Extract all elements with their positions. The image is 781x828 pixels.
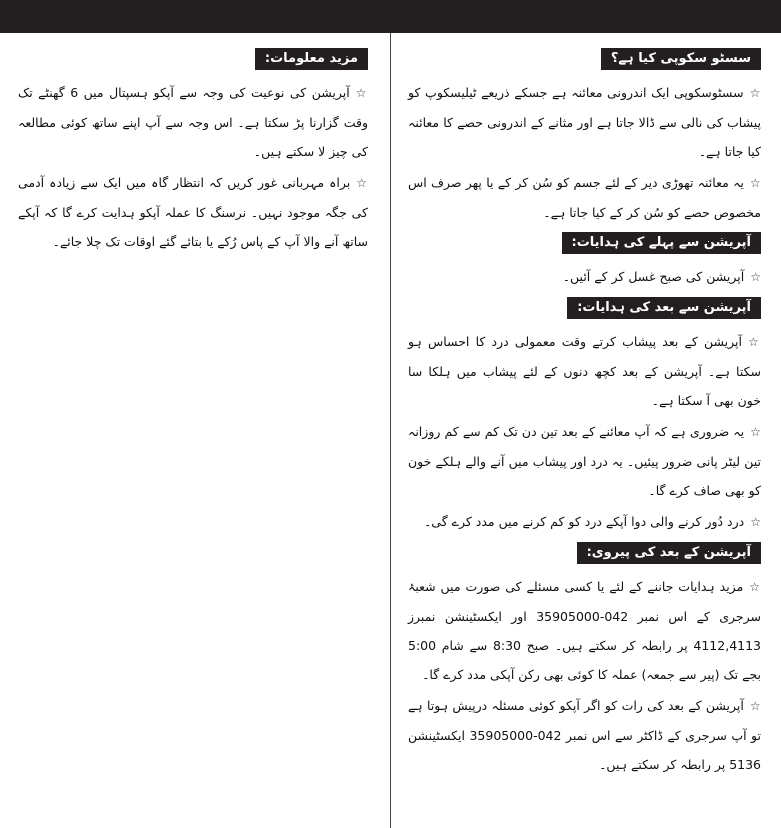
star-bullet-icon: ☆ [749,86,761,100]
section-heading: مزید معلومات: [255,48,368,70]
section-heading: آپریشن سے بعد کی ہدایات: [567,297,761,319]
paragraph: ☆آپریشن کی صبح غسل کر کے آئیں۔ [562,269,761,284]
right-column [390,33,781,828]
paragraph: ☆یہ معائنہ تھوڑی دیر کے لئے جسم کو سُن کر کے یا پھر صرف اس مخصوص حصے کو سُن کر کے کیا جاتا ہے۔ [408,175,761,220]
section-follow-up [408,541,761,779]
star-bullet-icon: ☆ [750,270,761,284]
section-more-information [18,47,368,256]
paragraph: ☆مزید ہدایات جاننے کے لئے یا کسی مسئلے کی صورت میں شعبۂ سرجری کے اس نمبر 042-35905000 اور ایکسٹینشن نمبرز 4112,4113 پر رابطہ کر سکتے ہیں۔ صبح 8:30 سے شام 5:00 بجے تک (پیر سے جمعہ) عملہ کا کوئی بھی رکن آپکی مدد کرے گا۔ [408,579,762,682]
section-pre-op-instructions [408,231,761,292]
paragraph: ☆آپریشن کی نوعیت کی وجہ سے آپکو ہسپتال میں 6 گھنٹے تک وقت گزارنا پڑ سکتا ہے۔ اس وجہ سے آپ اپنے ساتھ کوئی مطالعہ کی چیز لا سکتے ہیں۔ [18,85,368,159]
star-bullet-icon: ☆ [749,580,761,594]
section-heading: سسٹو سکوپی کیا ہے؟ [601,48,761,70]
section-what-is-cystoscopy [408,47,761,227]
paragraph: ☆براہ مہربانی غور کریں کہ انتظار گاہ میں ایک سے زیادہ آدمی کی جگہ موجود نہیں۔ نرسنگ کا عملہ آپکو ہدایت کرے گا کہ آپکے ساتھ آنے والا آپ کے پاس رُکے یا بتائے گئے اوقات تک چلا جائے۔ [18,175,368,249]
star-bullet-icon: ☆ [750,515,761,529]
star-bullet-icon: ☆ [749,699,761,713]
section-heading: آپریشن سے پہلے کی ہدایات: [562,232,761,254]
star-bullet-icon: ☆ [355,86,368,100]
section-heading: آپریشن کے بعد کی پیروی: [577,542,761,564]
top-header-bar [0,0,781,33]
star-bullet-icon: ☆ [749,176,761,190]
paragraph: ☆سسٹوسکوپی ایک اندرونی معائنہ ہے جسکے ذریعے ٹیلیسکوپ کو پیشاب کی نالی سے ڈالا جاتا ہے اور مثانے کے اندرونی حصے کا معائنہ کیا جاتا ہے۔ [408,85,761,159]
star-bullet-icon: ☆ [750,425,761,439]
paragraph: ☆درد دُور کرنے والی دوا آپکے درد کو کم کرنے میں مدد کرے گی۔ [423,514,761,529]
left-column [0,33,390,828]
paragraph: ☆آپریشن کے بعد کی رات کو اگر آپکو کوئی مسئلہ درپیش ہوتا ہے تو آپ سرجری کے ڈاکٹر سے اس نمبر 042-35905000 ایکسٹینشن 5136 پر رابطہ کر سکتے ہیں۔ [408,698,761,772]
star-bullet-icon: ☆ [748,335,761,349]
paragraph: ☆آپریشن کے بعد پیشاب کرتے وقت معمولی درد کا احساس ہو سکتا ہے۔ آپریشن کے بعد کچھ دنوں کے لئے پیشاب میں ہلکا سا خون بھی آ سکتا ہے۔ [408,334,761,408]
star-bullet-icon: ☆ [356,176,368,190]
section-post-op-instructions [408,296,761,537]
paragraph: ☆یہ ضروری ہے کہ آپ معائنے کے بعد تین دن تک کم سے کم روزانہ تین لیٹر پانی ضرور پیئیں۔ یہ درد اور پیشاب میں آنے والے ہلکے خون کو بھی صاف کرے گا۔ [408,424,761,498]
